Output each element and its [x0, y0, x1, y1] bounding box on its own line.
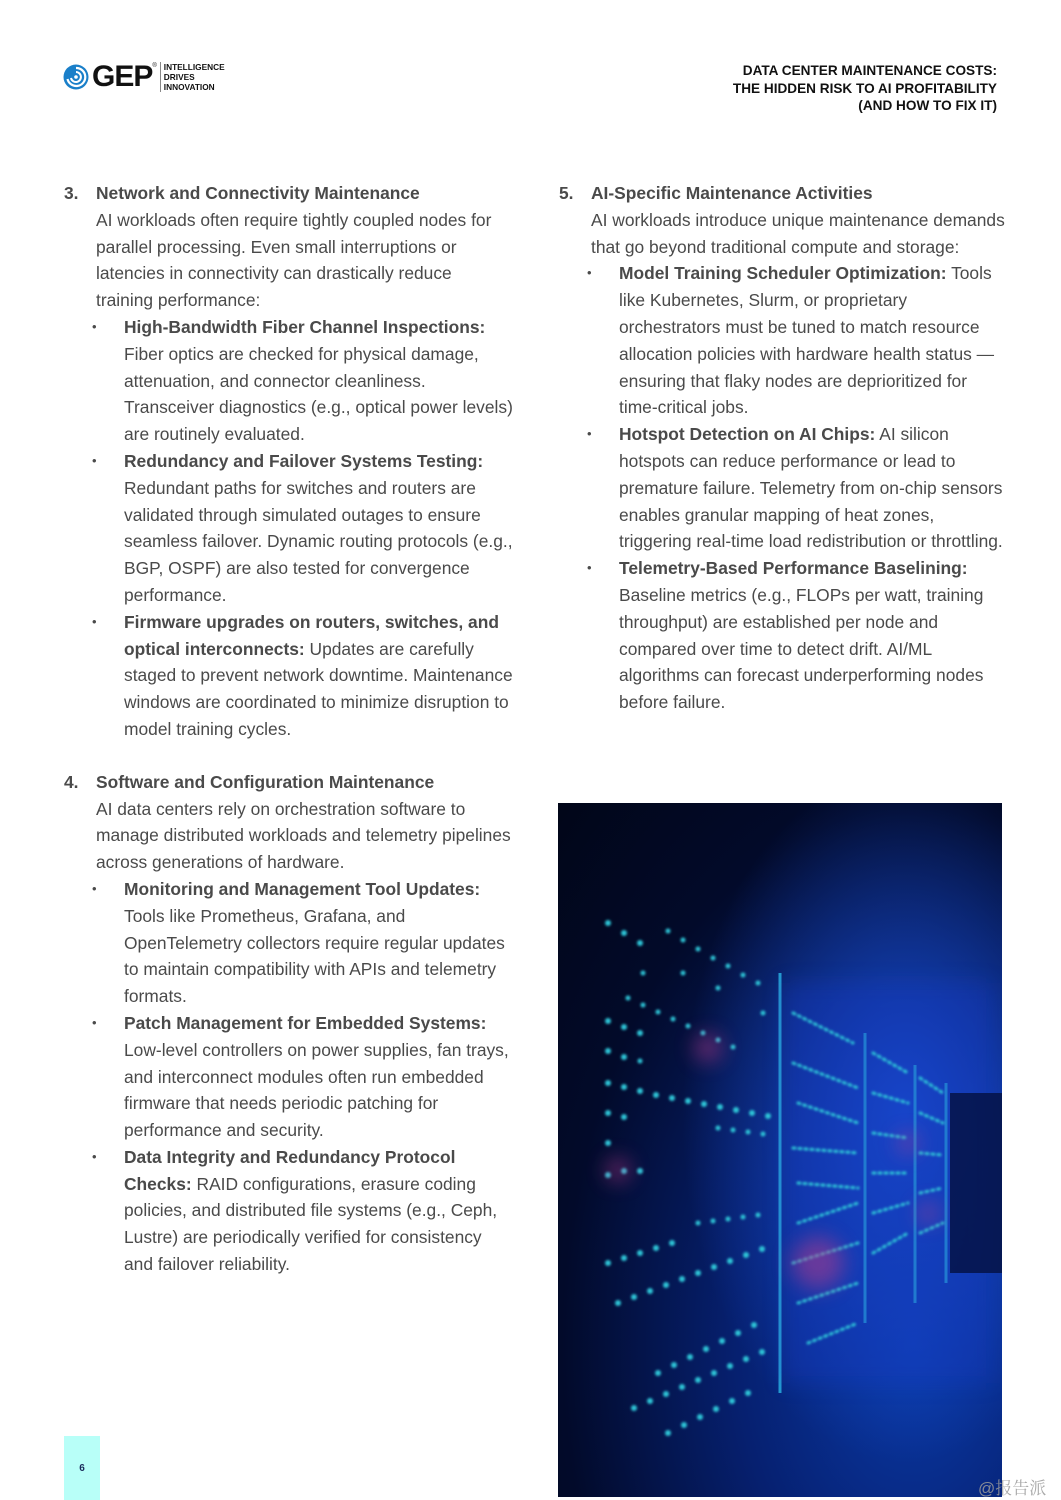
bullet-heading: Redundancy and Failover Systems Testing:	[124, 450, 484, 471]
bullet-heading: Data Integrity and Redundancy Protocol Checks:	[124, 1146, 456, 1194]
list-item	[92, 314, 513, 448]
page-number-tab	[64, 1436, 100, 1500]
bullet-heading: Model Training Scheduler Optimization:	[619, 263, 947, 284]
bullet-text: Low-level controllers on power supplies, fan trays, and interconnect modules often run embedded firmware that needs periodic patching for performance and security.	[124, 1039, 509, 1141]
section-title: AI-Specific Maintenance Activities	[591, 183, 873, 203]
bullet-heading: Hotspot Detection on AI Chips:	[619, 424, 876, 445]
list-item	[92, 1010, 513, 1144]
bullet-text: Fiber optics are checked for physical damage, attenuation, and connector cleanliness. Transceiver diagnostics (e.g., optical power levels) are routinely evaluated.	[124, 343, 513, 445]
bullet-heading: Firmware upgrades on routers, switches, and optical interconnects:	[124, 611, 499, 659]
list-item	[587, 421, 1008, 555]
section-number: 3.	[64, 183, 79, 203]
section-intro: AI data centers rely on orchestration software to manage distributed workloads and telemetry pipelines across generations of hardware.	[96, 798, 511, 873]
bullet-heading: Patch Management for Embedded Systems:	[124, 1012, 487, 1033]
title-line: DATA CENTER MAINTENANCE COSTS:	[742, 63, 997, 78]
gep-logo	[63, 61, 225, 93]
section-intro: AI workloads often require tightly coupled nodes for parallel processing. Even small interruptions or latencies in connectivity can drastically reduce training performance:	[96, 209, 492, 311]
gep-swirl-icon	[63, 64, 89, 90]
right-column	[558, 180, 1008, 716]
bullet-icon: •	[92, 452, 97, 468]
page-number: 6	[79, 1462, 85, 1474]
bullet-text: Baseline metrics (e.g., FLOPs per watt, training throughput) are established per node and compared over time to detect drift. AI/ML algorithms can forecast underperforming nodes before failure.	[619, 584, 984, 713]
watermark: @报告派	[978, 1479, 1047, 1498]
bullet-icon: •	[587, 265, 592, 281]
bullet-icon: •	[92, 613, 97, 629]
bullet-list	[92, 314, 513, 743]
list-item	[92, 609, 513, 743]
bullet-icon: •	[587, 560, 592, 576]
bullet-list	[587, 260, 1008, 716]
section-title: Software and Configuration Maintenance	[96, 771, 435, 792]
section-number: 5.	[559, 183, 574, 203]
bullet-text: Updates are carefully staged to prevent network downtime. Maintenance windows are coordinated to minimize disruption to model training cycles.	[124, 638, 513, 739]
server-corridor-image	[558, 803, 1002, 1497]
bullet-text: Tools like Kubernetes, Slurm, or proprietary orchestrators must be tuned to match resource allocation policies with hardware health status — ensuring that flaky nodes are deprioritized for time-critical jobs.	[619, 263, 995, 418]
list-item	[92, 876, 513, 1010]
section-title: Network and Connectivity Maintenance	[96, 183, 420, 203]
section-number: 4.	[64, 771, 79, 792]
logo-tagline	[160, 62, 225, 92]
list-item	[92, 448, 513, 609]
bullet-text: AI silicon hotspots can reduce performance or lead to premature failure. Telemetry from on-chip sensors enables granular mapping of heat zones, triggering real-time load redistribution or throttling.	[619, 424, 1003, 552]
tagline-line: DRIVES	[163, 72, 195, 82]
document-title	[733, 62, 997, 115]
bullet-text: Tools like Prometheus, Grafana, and OpenTelemetry collectors require regular updates to maintain compatibility with APIs and telemetry formats.	[124, 905, 505, 1007]
bullet-icon: •	[92, 318, 97, 334]
bullet-text: Redundant paths for switches and routers are validated through simulated outages to ensure seamless failover. Dynamic routing protocols (e.g., BGP, OSPF) are also tested for convergence performance.	[124, 477, 513, 605]
list-item	[92, 1144, 513, 1278]
title-line: (AND HOW TO FIX IT)	[858, 98, 997, 113]
logo-registered-mark: ®	[152, 63, 157, 69]
section-network-connectivity	[63, 180, 513, 743]
bullet-heading: High-Bandwidth Fiber Channel Inspections:	[124, 316, 486, 337]
logo-wordmark: GEP	[92, 60, 153, 93]
bullet-icon: •	[92, 1014, 97, 1030]
section-software-configuration	[63, 769, 513, 1278]
tagline-line: INTELLIGENCE	[163, 62, 225, 72]
list-item	[587, 555, 1008, 716]
list-item	[587, 260, 1008, 421]
section-ai-specific	[558, 180, 1008, 716]
bullet-icon: •	[92, 1148, 97, 1164]
server-racks-illustration	[558, 803, 1002, 1497]
bullet-list	[92, 876, 513, 1278]
bullet-icon: •	[587, 426, 592, 442]
bullet-heading: Telemetry-Based Performance Baselining:	[619, 558, 968, 579]
bullet-icon: •	[92, 880, 97, 896]
section-intro: AI workloads introduce unique maintenance demands that go beyond traditional compute and storage:	[591, 209, 1005, 257]
bullet-heading: Monitoring and Management Tool Updates:	[124, 878, 481, 899]
left-column	[63, 180, 513, 1278]
title-line: THE HIDDEN RISK TO AI PROFITABILITY	[732, 80, 997, 96]
bullet-text: RAID configurations, erasure coding policies, and distributed file systems (e.g., Ceph, Lustre) are periodically verified for consistency and failover reliability.	[124, 1173, 498, 1275]
tagline-line: INNOVATION	[163, 82, 215, 92]
